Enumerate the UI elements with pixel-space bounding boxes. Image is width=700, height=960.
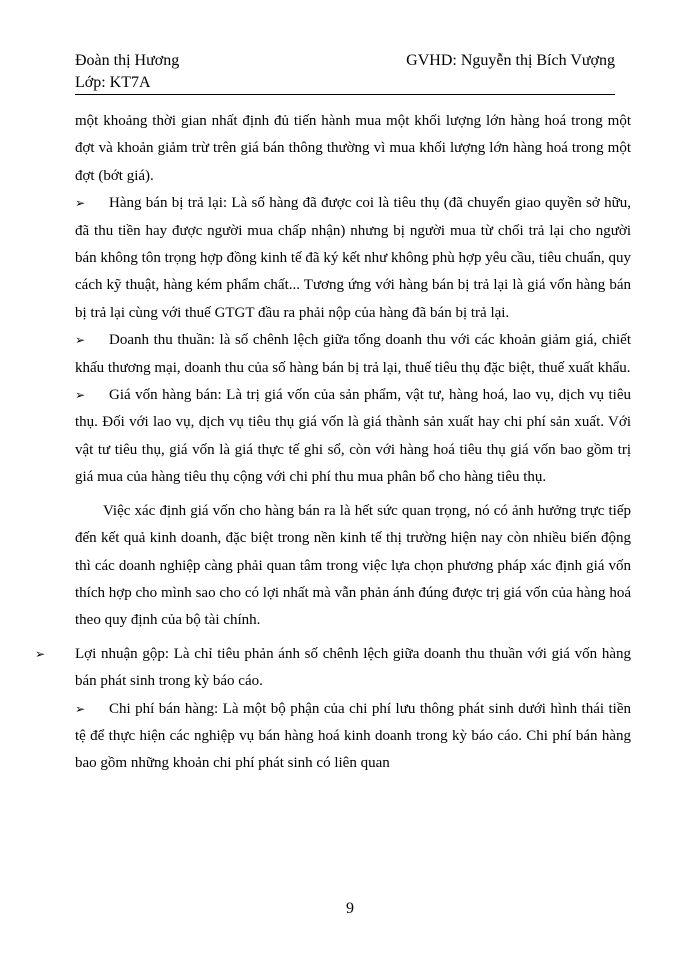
header-divider	[75, 94, 615, 95]
class-name: Lớp: KT7A	[75, 74, 151, 91]
paragraph-text: Việc xác định giá vốn cho hàng bán ra là hết sức quan trọng, nó có ảnh hưởng trực tiếp đến kết quả kinh doanh, đặc biệt trong nền kinh tế thị trường hiện nay còn nhiều biến động thì các doanh nghiệp càng phải quan tâm trong việc lựa chọn phương pháp xác định giá vốn thích hợp cho mình sao cho có lợi nhất mà vẫn phản ánh đúng được trị giá vốn của hàng hoá theo quy định của bộ tài chính.	[75, 502, 631, 629]
paragraph-returned-goods	[75, 190, 631, 327]
author-name: Đoàn thị Hương	[75, 52, 180, 69]
arrowhead-bullet-icon: ➢	[35, 646, 46, 661]
arrowhead-bullet-icon: ➢	[75, 388, 86, 403]
arrowhead-bullet-icon: ➢	[75, 333, 86, 348]
header-row	[75, 52, 615, 74]
paragraph-cost-of-goods	[75, 382, 631, 492]
paragraph-text: Hàng bán bị trả lại: Là số hàng đã được coi là tiêu thụ (đã chuyển giao quyền sở hữu, đã thu tiền hay được người mua chấp nhận) nhưng bị người mua từ chối trả lại cho người bán không tôn trọng hợp đồng kinh tế đã ký kết như không phù hợp yêu cầu, tiêu chuẩn, quy cách kỹ thuật, hàng kém phẩm chất... Tương ứng với hàng bán bị trả lại là giá vốn hàng bán bị trả lại cùng với thuế GTGT đầu ra phải nộp của hàng đã bán bị trả lại.	[75, 195, 631, 321]
paragraph-intro	[75, 108, 631, 190]
paragraph-cost-importance	[75, 498, 631, 635]
paragraph-selling-expense	[75, 696, 631, 778]
paragraph-text: Chi phí bán hàng: Là một bộ phận của chi phí lưu thông phát sinh dưới hình thái tiền tệ để thực hiện các nghiệp vụ bán hàng hoá kinh doanh trong kỳ báo cáo. Chi phí bán hàng bao gồm những khoản chi phí phát sinh có liên quan	[75, 700, 631, 772]
arrowhead-bullet-icon: ➢	[75, 196, 86, 211]
page-number: 9	[346, 900, 354, 917]
paragraph-gross-profit	[35, 641, 631, 696]
paragraph-text: Doanh thu thuần: là số chênh lệch giữa tổng doanh thu với các khoản giảm giá, chiết khấu thương mại, doanh thu của số hàng bán bị trả lại, thuế tiêu thụ đặc biệt, thuế xuất khẩu.	[75, 332, 631, 376]
document-body	[35, 108, 631, 778]
arrowhead-bullet-icon: ➢	[75, 701, 86, 716]
page-header	[75, 52, 615, 91]
paragraph-net-revenue	[75, 327, 631, 382]
paragraph-text: một khoảng thời gian nhất định đủ tiến hành mua một khối lượng lớn hàng hoá trong một đợt và khoản giảm trừ trên giá bán thông thường vì mua khối lượng lớn hàng hoá trong một đợt (bớt giá).	[75, 113, 631, 184]
advisor-name: GVHD: Nguyễn thị Bích Vượng	[406, 52, 615, 69]
paragraph-text: Lợi nhuận gộp: Là chỉ tiêu phản ánh số chênh lệch giữa doanh thu thuần với giá vốn hàng bán phát sinh trong kỳ báo cáo.	[75, 645, 631, 690]
paragraph-text: Giá vốn hàng bán: Là trị giá vốn của sản phẩm, vật tư, hàng hoá, lao vụ, dịch vụ tiêu thụ. Đối với lao vụ, dịch vụ tiêu thụ giá vốn là giá thành sản xuất hay chi phí sản xuất. Với vật tư tiêu thụ, giá vốn là giá thực tế ghi sổ, còn với hàng hoá tiêu thụ giá vốn bao gồm trị giá mua của hàng tiêu thụ cộng với chi phí thu mua phân bổ cho hàng tiêu thụ.	[75, 387, 631, 486]
